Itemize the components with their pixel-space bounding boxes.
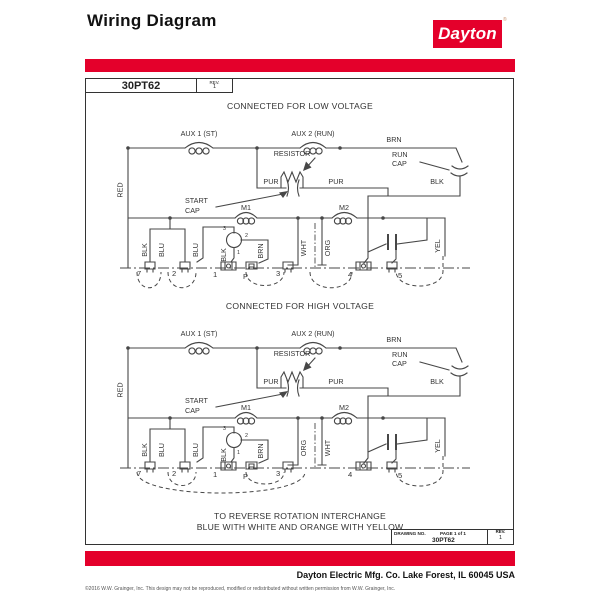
run-cap-label-2: CAP (392, 359, 407, 368)
pur-left-label: PUR (263, 177, 279, 186)
start-circuit-wires (257, 148, 460, 263)
wiring-diagram-canvas (85, 95, 515, 510)
terminal-1-label: 1 (213, 470, 218, 479)
blu1-wire-label: BLU (157, 243, 166, 257)
circuit-high-voltage (116, 301, 471, 493)
company-address: Dayton Electric Mfg. Co. Lake Forest, IL 60045 USA (296, 570, 515, 580)
blk1-wire-label: BLK (140, 443, 149, 457)
m1-label: M1 (241, 403, 251, 412)
brn-wire-label: BRN (256, 443, 265, 459)
blk1-wire-label: BLK (140, 243, 149, 257)
footer-red-bar (85, 551, 515, 566)
aux1-label: AUX 1 (ST) (180, 129, 218, 138)
aux1-winding-coil (185, 343, 213, 355)
aux1-winding-coil (185, 143, 213, 155)
revision-box (196, 78, 233, 93)
blu2-wire-label: BLU (191, 243, 200, 257)
blk-cap-label: BLK (430, 377, 444, 386)
m2-label: M2 (339, 203, 349, 212)
terminal-3-label: 3 (276, 269, 281, 278)
protector-terminal-3: 3 (223, 426, 226, 432)
centrifugal-switch-contacts (388, 434, 396, 450)
start-circuit-wires (257, 348, 460, 463)
terminal-4-label: 4 (348, 470, 353, 479)
header-red-bar (85, 59, 515, 72)
start-cap-label-1: START (185, 196, 208, 205)
page-indicator: PAGE 1 of 1 (440, 531, 466, 536)
m1-winding-coil (235, 213, 257, 225)
jumper-loop-e (396, 456, 443, 486)
pur-right-label: PUR (328, 377, 344, 386)
protector-terminal-1: 1 (237, 250, 240, 256)
terminal-7-label: 7 (137, 269, 142, 278)
red-wire-label: RED (115, 382, 125, 398)
terminal-p-label: P (243, 272, 249, 281)
terminal-p-label: P (243, 472, 249, 481)
brn-top-label: BRN (386, 335, 402, 344)
m2-winding-coil (332, 413, 357, 425)
start-capacitor (287, 180, 299, 196)
protector-terminal-2: 2 (245, 233, 248, 239)
protector-terminal-2: 2 (245, 433, 248, 439)
terminal-3 (283, 462, 293, 472)
mid2-wire-label: WHT (323, 439, 332, 457)
page-title: Wiring Diagram (87, 11, 217, 30)
tb-rev-value: 1 (498, 534, 503, 541)
rev-value: 1 (212, 84, 217, 90)
protector-terminal-3: 3 (223, 226, 226, 232)
registered-mark: ® (503, 17, 507, 23)
title-block (391, 529, 514, 545)
m1-label: M1 (241, 203, 251, 212)
terminal-3 (283, 262, 293, 272)
start-cap-label-2: CAP (185, 406, 200, 415)
terminal-7 (145, 462, 155, 472)
mid2-wire-label: ORG (323, 239, 332, 257)
dayton-logo-text: Dayton (438, 24, 497, 43)
aux1-label: AUX 1 (ST) (180, 329, 218, 338)
title-block-left (392, 530, 487, 544)
aux2-label: AUX 2 (RUN) (291, 329, 335, 338)
centrifugal-switch-contacts (388, 234, 396, 250)
title-block-rev (487, 530, 513, 544)
terminal-1 (221, 262, 236, 270)
circuit-title: CONNECTED FOR LOW VOLTAGE (226, 101, 374, 111)
red-wire-label: RED (115, 182, 125, 198)
jumper-loop-e (396, 256, 443, 286)
terminal-2 (180, 262, 190, 272)
mid1-wire-label: ORG (299, 439, 308, 457)
circuit-low-voltage (116, 101, 471, 288)
main-wires (128, 348, 462, 468)
copyright-notice: ©2016 W.W. Grainger, Inc. This design may not be reproduced, modified or redistributed without written permission from W.W. Grainger, Inc. (85, 586, 396, 592)
blk-cap-label: BLK (430, 177, 444, 186)
jumper-loop-d (310, 272, 352, 288)
resistor-label: RESISTOR (273, 149, 311, 158)
brn-wire-label: BRN (256, 243, 265, 259)
protector-terminal-1: 1 (237, 450, 240, 456)
thermal-protector (227, 233, 242, 248)
m2-winding-coil (332, 213, 357, 225)
run-capacitor (451, 166, 468, 176)
terminal-2 (180, 462, 190, 472)
terminal-5-label: 5 (398, 271, 403, 280)
blu2-wire-label: BLU (191, 443, 200, 457)
terminal-4-label: 4 (348, 270, 353, 279)
drawing-no-label: DRAWING NO. (394, 531, 426, 536)
terminal-2-label: 2 (172, 269, 177, 278)
main-wires (128, 148, 462, 268)
start-cap-label-1: START (185, 396, 208, 405)
drawing-number: 30PT62 (432, 537, 455, 544)
brn-top-label: BRN (386, 135, 402, 144)
aux2-label: AUX 2 (RUN) (291, 129, 335, 138)
blk2-wire-label: BLK (219, 448, 228, 462)
start-capacitor (287, 380, 299, 396)
pur-right-label: PUR (328, 177, 344, 186)
rev-label: REV. (209, 79, 220, 85)
yel-wire-label: YEL (433, 439, 442, 453)
model-number-box: 30PT62 (85, 78, 197, 93)
terminal-2-label: 2 (172, 469, 177, 478)
run-cap-label-1: RUN (392, 350, 408, 359)
blu1-wire-label: BLU (157, 443, 166, 457)
mid1-wire-label: WHT (299, 239, 308, 257)
note-line-2: BLUE WITH WHITE AND ORANGE WITH YELLOW (196, 521, 404, 532)
m2-label: M2 (339, 403, 349, 412)
terminal-1-label: 1 (213, 270, 218, 279)
blk2-wire-label: BLK (219, 248, 228, 262)
run-capacitor (451, 366, 468, 376)
terminal-7-label: 7 (137, 469, 142, 478)
terminal-7 (145, 262, 155, 272)
m1-winding-coil (235, 413, 257, 425)
run-cap-label-1: RUN (392, 150, 408, 159)
dayton-logo (433, 20, 502, 48)
note-line-1: TO REVERSE ROTATION INTERCHANGE (214, 511, 386, 521)
thermal-protector (227, 433, 242, 448)
terminal-1 (221, 462, 236, 470)
circuit-title: CONNECTED FOR HIGH VOLTAGE (225, 301, 375, 311)
terminal-5-label: 5 (398, 471, 403, 480)
pur-left-label: PUR (263, 377, 279, 386)
run-cap-label-2: CAP (392, 159, 407, 168)
yel-wire-label: YEL (433, 239, 442, 253)
start-cap-label-2: CAP (185, 206, 200, 215)
terminal-3-label: 3 (276, 469, 281, 478)
resistor-label: RESISTOR (273, 349, 311, 358)
tb-rev-label: REV. (495, 529, 506, 534)
